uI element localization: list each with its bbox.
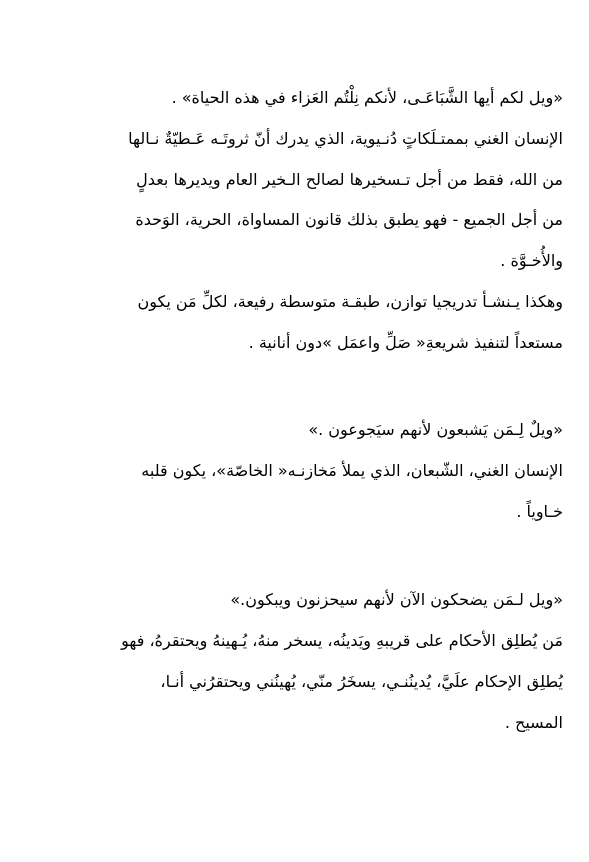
paragraph-3-line-1: «ويل لـمَن يضحكون الآن لأنهم سيحزنون ويبكون.» [230,590,563,609]
paragraph-2-line-1: «ويلٌ لِـمَن يَشبعون لأنهم سيَجوعون .» [308,420,563,439]
paragraph-2-line-2: الإنسان الغني، الشّبعان، الذي يملأ مَخازنـه« الخاصّة»، يكون قلبه [141,461,563,480]
paragraph-2-line-3: خـاوياً . [516,502,563,521]
paragraph-1-line-1: «ويل لكم أيها الشَّبَاعَـى، لأنكم نِلْتُم العَزاء في هذه الحياة» . [171,88,563,107]
paragraph-1-line-2: الإنسان الغني بممتـلَكاتٍ دُنـيوية، الذي يدرك أنّ ثروتَـه عَـطيّةٌ نـالها [128,129,563,148]
paragraph-3-line-2: مَن يُطلِق الأحكام على قريبهِ ويَدينُه، يسخر منهُ، يُـهينهُ ويحتقرهُ، فهو [121,631,563,650]
paragraph-1-line-5: والأُخـوَّة . [500,251,563,270]
paragraph-3-line-3: يُطلِق الإحكام علَيَّ، يُدينُنـي، يسخَرُ منّي، يُهينُني ويحتقرُني أنـا، [160,672,563,691]
paragraph-1-line-3: من الله، فقط من أجل تـسخيرها لصالح الـخير العام ويديرها بعدلٍ [136,170,563,189]
paragraph-1-line-7: مستعداً لتنفيذ شريعةِ« صَلِّ واعمَل »دون أنانية . [248,333,563,352]
paragraph-1-line-4: من أجل الجميع - فهو يطبق بذلك قانون المساواة، الحرية، الوَحدة [135,210,563,229]
paragraph-1-line-6: وهكذا يـنشـأ تدريجيا توازن، طبقـة متوسطة رفيعة، لكلِّ مَن يكون [137,292,563,311]
paragraph-3-line-4: المسيح . [504,713,563,732]
